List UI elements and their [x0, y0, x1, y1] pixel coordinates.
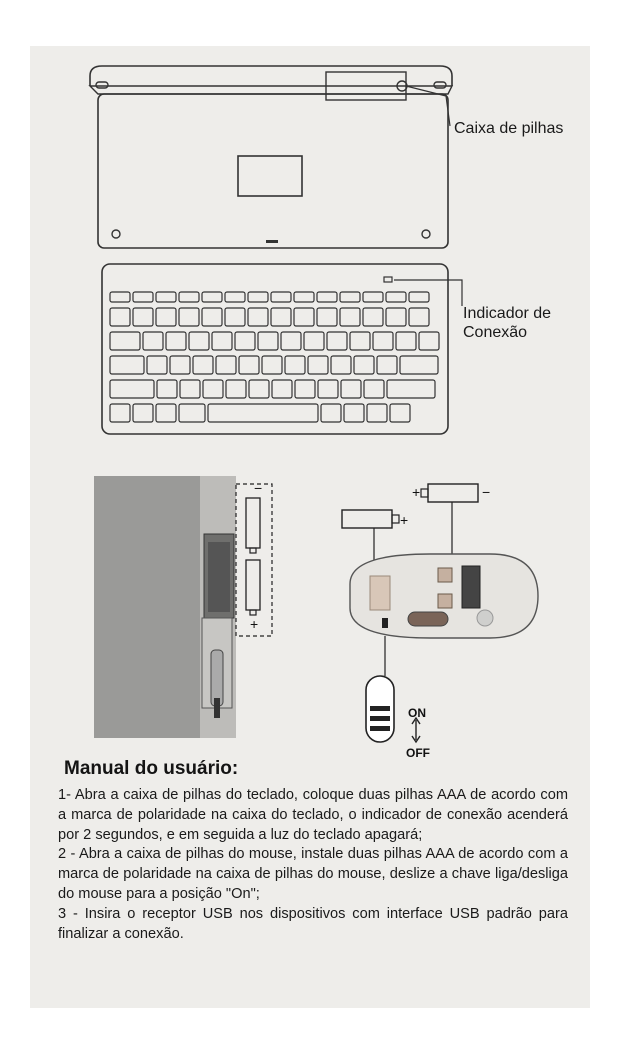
keyboard-key	[179, 404, 205, 422]
mouse-plus-mark-side: +	[400, 512, 409, 528]
keyboard-key	[321, 404, 341, 422]
keyboard-key	[239, 356, 259, 374]
switch-on-label: ON	[408, 706, 426, 720]
keyboard-key	[156, 404, 176, 422]
keyboard-key	[386, 308, 406, 326]
keyboard-key	[156, 308, 176, 326]
keyboard-key	[331, 356, 351, 374]
battery-box-label: Caixa de pilhas	[454, 120, 564, 137]
keyboard-key	[133, 292, 153, 302]
keyboard-key	[216, 356, 236, 374]
manual-title: Manual do usuário:	[64, 758, 239, 779]
mouse-plus-mark-top: +	[412, 484, 421, 500]
keyboard-key	[281, 332, 301, 350]
manual-step-1: 1- Abra a caixa de pilhas do teclado, coloque duas pilhas AAA de acordo com a marca de polaridade na caixa do teclado, o indicador de conexão acenderá por 2 segundos, e em seguida a luz do teclado apagará;	[58, 787, 568, 843]
keyboard-key	[203, 380, 223, 398]
keyboard-key	[419, 332, 439, 350]
keyboard-key	[166, 332, 186, 350]
keyboard-key	[110, 308, 130, 326]
keyboard-key	[258, 332, 278, 350]
keyboard-key	[110, 356, 144, 374]
keyboard-key	[225, 292, 245, 302]
keyboard-key	[110, 380, 154, 398]
keyboard-key	[180, 380, 200, 398]
mouse-minus-mark-top: −	[482, 484, 491, 500]
keyboard-key	[225, 308, 245, 326]
keyboard-back-illustration	[30, 46, 590, 256]
connection-indicator-label: Indicador de Conexão	[463, 305, 552, 341]
keyboard-key	[179, 292, 199, 302]
switch-off-label: OFF	[406, 746, 430, 760]
keyboard-key	[294, 308, 314, 326]
keyboard-key	[317, 292, 337, 302]
keyboard-key	[340, 308, 360, 326]
keyboard-key	[249, 380, 269, 398]
keyboard-key	[272, 380, 292, 398]
keyboard-key	[409, 292, 429, 302]
keyboard-key	[354, 356, 374, 374]
keyboard-key	[377, 356, 397, 374]
keyboard-key	[400, 356, 438, 374]
keyboard-key	[202, 292, 222, 302]
keyboard-key	[396, 332, 416, 350]
keyboard-key	[387, 380, 435, 398]
manual-step-2: 2 - Abra a caixa de pilhas do mouse, instale duas pilhas AAA de acordo com a marca de polaridade na caixa de pilhas do mouse, deslize a chave liga/desliga do mouse para a posição "On";	[58, 846, 568, 902]
keyboard-key	[363, 292, 383, 302]
keyboard-plus-mark: +	[250, 616, 259, 632]
keyboard-key	[344, 404, 364, 422]
keyboard-key	[304, 332, 324, 350]
keyboard-key	[386, 292, 406, 302]
keyboard-minus-mark: −	[254, 480, 263, 496]
keyboard-key	[133, 404, 153, 422]
keyboard-key	[147, 356, 167, 374]
keyboard-key	[350, 332, 370, 350]
keyboard-key	[235, 332, 255, 350]
keyboard-key	[409, 308, 429, 326]
keyboard-key	[327, 332, 347, 350]
keyboard-key	[193, 356, 213, 374]
keyboard-key	[202, 308, 222, 326]
keyboard-key	[133, 308, 153, 326]
keyboard-front-illustration	[30, 256, 590, 456]
keyboard-key	[110, 404, 130, 422]
keyboard-key	[208, 404, 318, 422]
keyboard-key	[110, 332, 140, 350]
keyboard-key	[248, 308, 268, 326]
keyboard-key	[363, 308, 383, 326]
keyboard-key	[295, 380, 315, 398]
keyboard-key	[179, 308, 199, 326]
manual-steps	[58, 786, 568, 944]
keyboard-key	[340, 292, 360, 302]
keyboard-key	[271, 292, 291, 302]
keyboard-key	[373, 332, 393, 350]
keyboard-key	[189, 332, 209, 350]
keyboard-battery-compartment-illustration	[94, 468, 344, 748]
keyboard-key	[294, 292, 314, 302]
keyboard-key	[285, 356, 305, 374]
keyboard-key	[364, 380, 384, 398]
keyboard-key	[157, 380, 177, 398]
keyboard-key	[143, 332, 163, 350]
keyboard-key	[271, 308, 291, 326]
keyboard-key	[248, 292, 268, 302]
keyboard-key	[318, 380, 338, 398]
keyboard-key	[226, 380, 246, 398]
keyboard-key	[390, 404, 410, 422]
keyboard-key	[341, 380, 361, 398]
keyboard-key	[367, 404, 387, 422]
keyboard-key	[170, 356, 190, 374]
keyboard-key	[262, 356, 282, 374]
mouse-battery-illustration	[320, 476, 580, 756]
keyboard-key	[317, 308, 337, 326]
keyboard-key	[308, 356, 328, 374]
keyboard-key	[212, 332, 232, 350]
manual-step-3: 3 - Insira o receptor USB nos dispositivos com interface USB padrão para finalizar a conexão.	[58, 905, 568, 942]
keyboard-key	[110, 292, 130, 302]
manual-page	[30, 46, 590, 1008]
keyboard-key	[156, 292, 176, 302]
